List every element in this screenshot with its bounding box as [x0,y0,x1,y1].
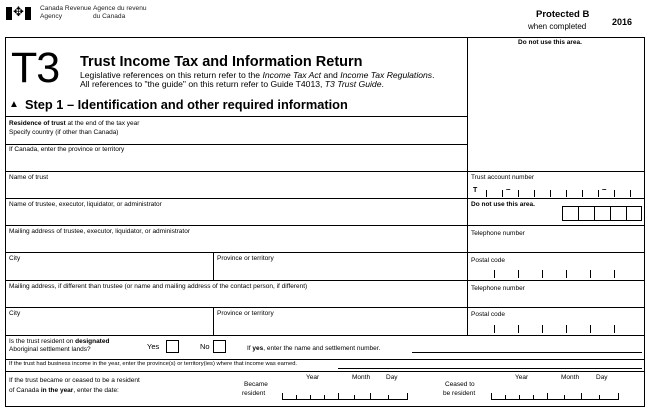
province-input[interactable] [216,264,464,278]
province2-label: Province or territory [217,310,274,317]
city2-input[interactable] [8,319,210,333]
if-yes-label: If yes, enter the name and settlement number. [247,345,381,352]
aboriginal-question-line2: Aboriginal settlement lands? [9,346,91,353]
telephone-input[interactable] [470,239,642,250]
do-not-use-grid [562,206,642,221]
tax-year: 2016 [612,17,633,27]
maple-leaf-icon: ✥ [13,4,24,19]
became-label: Became [244,381,268,388]
trustee-name-label: Name of trustee, executor, liquidator, or administrator [9,201,162,208]
ceased-year-label: Year [515,374,529,381]
no-checkbox[interactable] [213,340,226,353]
ceased-month-label: Month [561,374,580,381]
alt-mailing-label: Mailing address, if different than trustee (or name and mailing address of the contact person, if different) [9,283,308,290]
trust-dash-1: – [506,185,511,194]
trust-prefix: T [473,187,478,194]
business-income-label: If the trust had business income in the year, enter the province(s) or territory(ies) where that income was earned. [9,361,298,367]
city-input[interactable] [8,264,210,278]
city2-label: City [9,310,21,317]
step-heading: Step 1 – Identification and other required information [25,97,348,112]
yes-label: Yes [147,342,160,351]
postal-label: Postal code [471,257,505,264]
residency-change-label-line2: of Canada in the year, enter the date: [9,387,119,394]
trust-account-input[interactable] [470,184,642,197]
province-territory-label: If Canada, enter the province or territory [9,146,125,153]
canada-flag-logo [6,4,31,20]
do-not-use-label: Do not use this area. [518,39,582,46]
trustee-mailing-input[interactable] [8,237,464,250]
do-not-use-area [467,37,645,172]
settlement-input[interactable] [412,340,642,352]
became-year-label: Year [306,374,320,381]
do-not-use-small-label: Do not use this area. [471,201,535,208]
trustee-name-input[interactable] [8,210,464,223]
agency-name-en: Canada Revenue Agency [40,5,92,20]
business-income-input[interactable] [338,360,642,369]
trustee-mailing-label: Mailing address of trustee, executor, liquidator, or administrator [9,228,191,235]
residence-label: Residence of trust at the end of the tax year [9,120,140,127]
residency-change-label: If the trust became or ceased to be a resident [9,377,140,384]
when-completed-label: when completed [528,22,587,31]
became-date-input[interactable] [282,386,408,400]
ceased-resident-label: be resident [443,390,476,397]
province-territory-input[interactable] [8,154,464,170]
telephone-label: Telephone number [471,230,525,237]
alt-mailing-input[interactable] [8,292,464,305]
yes-checkbox[interactable] [166,340,179,353]
trust-dash-2: – [602,185,607,194]
province-label: Province or territory [217,255,274,262]
ceased-day-label: Day [596,374,608,381]
telephone2-label: Telephone number [471,285,525,292]
country-input[interactable] [8,137,464,144]
trust-name-input[interactable] [8,183,464,196]
became-month-label: Month [352,374,371,381]
legislative-note: Legislative references on this return refer to the Income Tax Act and Income Tax Regulations. [80,70,435,80]
ceased-date-input[interactable] [491,386,619,400]
telephone2-input[interactable] [470,294,642,305]
city-label: City [9,255,21,262]
form-code: T3 [11,44,60,92]
became-resident-label: resident [242,390,266,397]
no-label: No [200,342,210,351]
agency-name-fr: Agence du revenu du Canada [93,5,147,20]
form-title: Trust Income Tax and Information Return [80,54,363,70]
province2-input[interactable] [216,319,464,333]
postal2-label: Postal code [471,311,505,318]
protected-label: Protected B [536,9,590,20]
trust-account-label: Trust account number [471,174,534,181]
trust-name-label: Name of trust [9,174,49,181]
postal2-input[interactable] [470,320,642,333]
ceased-label: Ceased to [445,381,475,388]
guide-note: All references to "the guide" on this return refer to Guide T4013, T3 Trust Guide. [80,79,384,89]
step-marker-icon: ▲ [9,99,19,110]
postal-input[interactable] [470,266,642,278]
specify-country-label: Specify country (if other than Canada) [9,129,119,136]
became-day-label: Day [386,374,398,381]
aboriginal-question: Is the trust resident on designated [9,338,110,345]
